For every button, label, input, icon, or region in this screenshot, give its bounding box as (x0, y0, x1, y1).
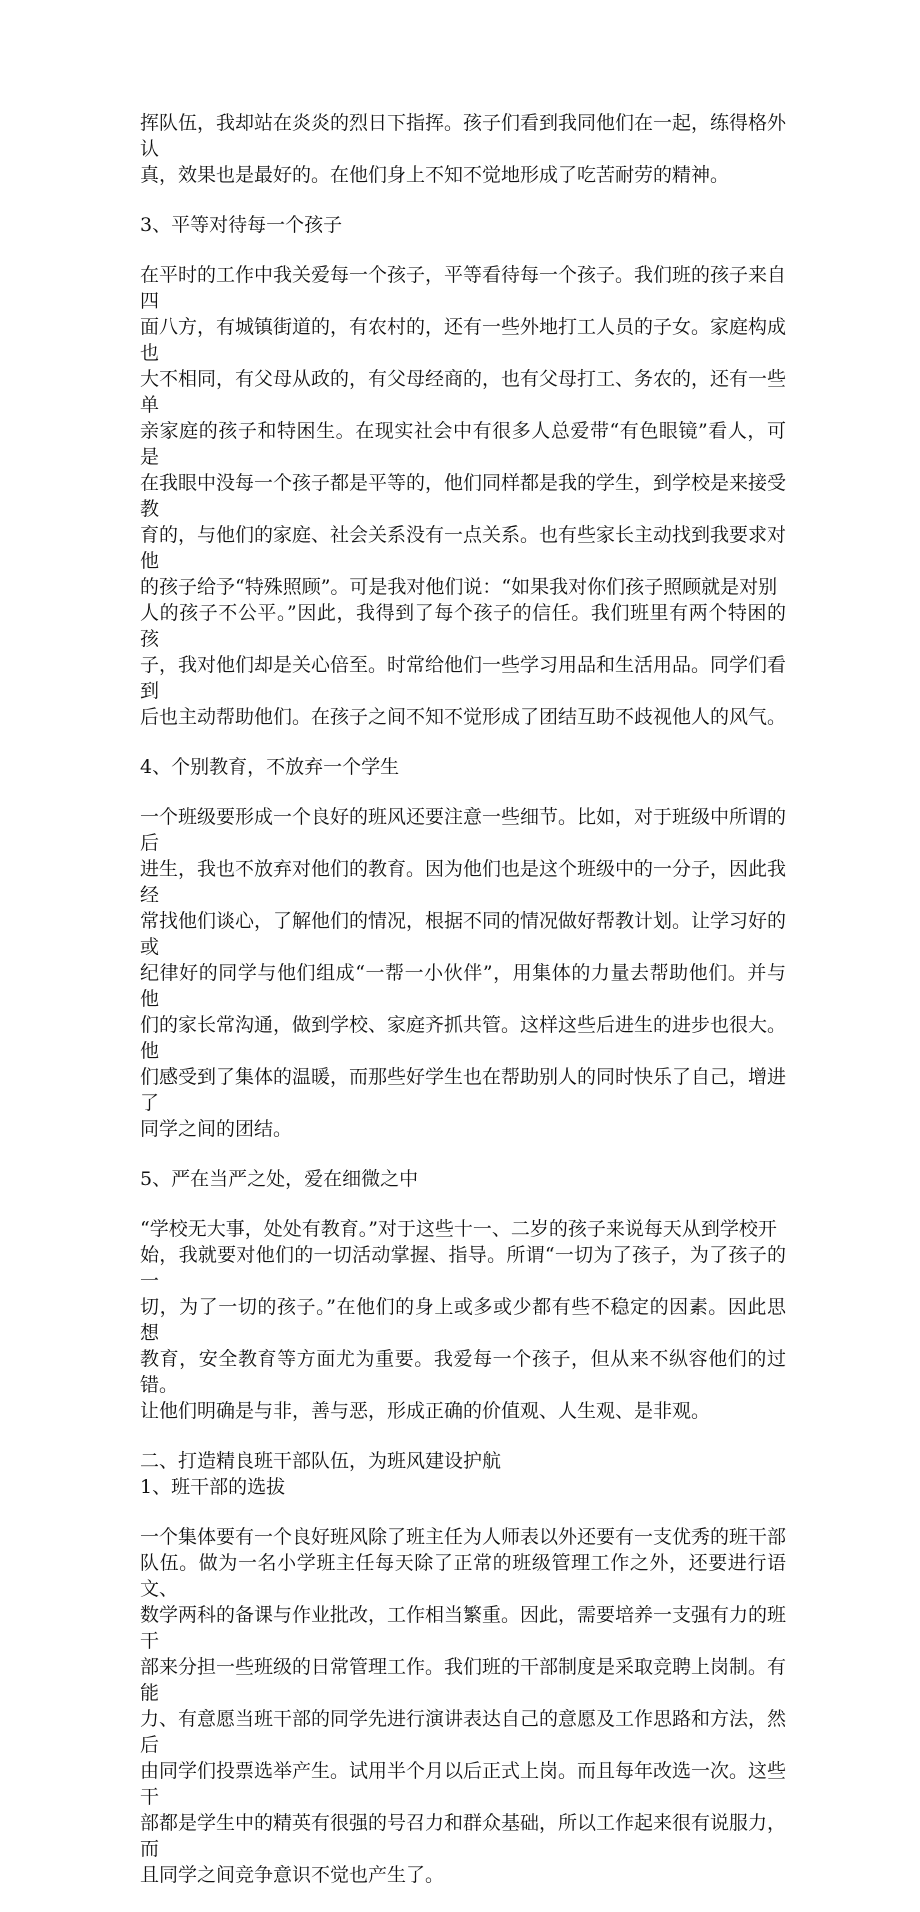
heading-section-2: 二、打造精良班干部队伍，为班风建设护航 (140, 1450, 502, 1472)
heading-point-4: 4、个别教育，不放弃一个学生 (140, 756, 400, 778)
paragraph-point-4: 一个班级要形成一个良好的班风还要注意一些细节。比如，对于班级中所谓的后 进生，我也不放弃对他们的教育。因为他们也是这个班级中的一分子，因此我经 常找他们谈心，了解他们的情况，根据不同的情况做好帮教计划。让学习好的或 纪律好的同学与他们组成“一帮一小伙伴”，用集体的力量去帮助他们。并与他 们的家长常沟通，做到学校、家庭齐抓共管。这样这些后进生的进步也很大。他 们感受到了集体的温暖，而那些好学生也在帮助别人的同时快乐了自己，增进了 同学之间的团结。 (140, 806, 787, 1140)
heading-subsection-1: 1、班干部的选拔 (140, 1476, 286, 1498)
heading-point-5: 5、严在当严之处，爱在细微之中 (140, 1168, 419, 1190)
paragraph-point-3: 在平时的工作中我关爱每一个孩子，平等看待每一个孩子。我们班的孩子来自四 面八方，有城镇街道的，有农村的，还有一些外地打工人员的子女。家庭构成也 大不相同，有父母从政的，有父母经商的，也有父母打工、务农的，还有一些单 亲家庭的孩子和特困生。在现实社会中有很多人总爱带“有色眼镜”看人，可是 在我眼中没每一个孩子都是平等的，他们同样都是我的学生，到学校是来接受教 育的，与他们的家庭、社会关系没有一点关系。也有些家长主动找到我要求对他 的孩子给予“特殊照顾”。可是我对他们说：“如果我对你们孩子照顾就是对别 人的孩子不公平。”因此，我得到了每个孩子的信任。我们班里有两个特困的孩 子，我对他们却是关心倍至。时常给他们一些学习用品和生活用品。同学们看到 后也主动帮助他们。在孩子之间不知不觉形成了团结互助不歧视他人的风气。 (140, 264, 787, 728)
paragraph-intro: 挥队伍，我却站在炎炎的烈日下指挥。孩子们看到我同他们在一起，练得格外认 真，效果也是最好的。在他们身上不知不觉地形成了吃苦耐劳的精神。 (140, 112, 787, 186)
document-body (140, 110, 786, 1912)
paragraph-subsection-1: 一个集体要有一个良好班风除了班主任为人师表以外还要有一支优秀的班干部 队伍。做为一名小学班主任每天除了正常的班级管理工作之外，还要进行语文、 数学两科的备课与作业批改，工作相当繁重。因此，需要培养一支强有力的班干 部来分担一些班级的日常管理工作。我们班的干部制度是采取竞聘上岗制。有能 力、有意愿当班干部的同学先进行演讲表达自己的意愿及工作思路和方法，然后 由同学们投票选举产生。试用半个月以后正式上岗。而且每年改选一次。这些干 部都是学生中的精英有很强的号召力和群众基础，所以工作起来很有说服力，而 且同学之间竞争意识不觉也产生了。 (140, 1526, 787, 1886)
heading-point-3: 3、平等对待每一个孩子 (140, 214, 343, 236)
paragraph-point-5: “学校无大事，处处有教育。”对于这些十一、二岁的孩子来说每天从到学校开 始，我就要对他们的一切活动掌握、指导。所谓“一切为了孩子，为了孩子的一 切，为了一切的孩子。”在他们的身上或多或少都有些不稳定的因素。因此思想 教育，安全教育等方面尤为重要。我爱每一个孩子，但从来不纵容他们的过错。 让他们明确是与非，善与恶，形成正确的价值观、人生观、是非观。 (140, 1218, 786, 1422)
